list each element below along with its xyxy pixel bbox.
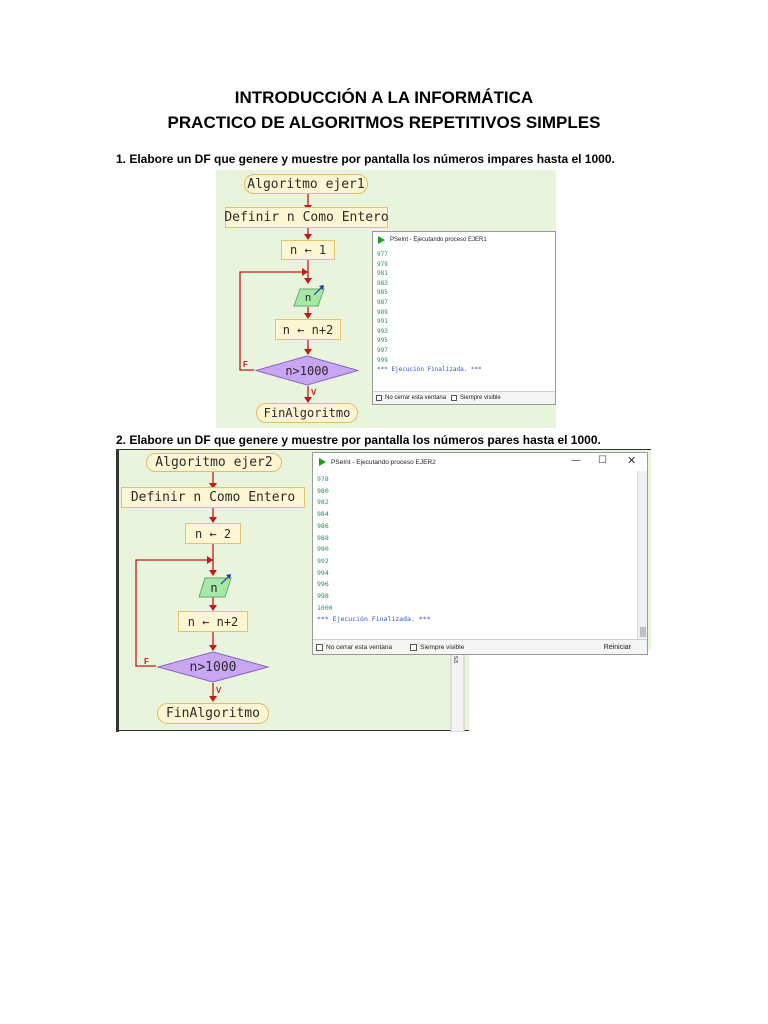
exercise2-console-titlebar xyxy=(313,453,647,471)
exercise2-true-label: V xyxy=(216,686,222,695)
exercise1-condition-label: n>1000 xyxy=(285,363,329,378)
console-line: 993 xyxy=(377,327,388,335)
console-line: 986 xyxy=(317,521,329,530)
console-line: 984 xyxy=(317,510,329,519)
exercise1-start-node: Algoritmo ejer1 xyxy=(244,174,368,194)
exercise2-output-node xyxy=(197,574,233,598)
exercise2-condition-label: n>1000 xyxy=(189,659,237,675)
console-line: 991 xyxy=(377,318,388,326)
checkbox-always-visible-label: Siempre visible xyxy=(420,643,465,651)
console-line: 1000 xyxy=(317,603,333,612)
document-subtitle: PRACTICO DE ALGORITMOS REPETITIVOS SIMPLES xyxy=(167,113,601,132)
console-finish-text: *** Ejecución Finalizada. *** xyxy=(317,615,431,624)
exercise1-end-node: FinAlgoritmo xyxy=(256,403,358,423)
console-line: 998 xyxy=(317,592,329,601)
exercise1-console-output xyxy=(377,250,482,375)
exercise1-console-title: PSeInt - Ejecutando proceso EJER1 xyxy=(390,237,487,243)
exercise2-assign-node: n ← 2 xyxy=(185,523,241,544)
console-line: 981 xyxy=(377,270,388,278)
checkbox-always-visible-label: Siempre visible xyxy=(460,395,501,401)
console-line: 992 xyxy=(317,556,329,565)
exercise2-console-bottom-bar xyxy=(313,639,647,654)
exercise2-console-title: PSeInt - Ejecutando proceso EJER2 xyxy=(331,458,436,466)
console-line: 996 xyxy=(317,580,329,589)
exercise2-question: 2. Elabore un DF que genere y muestre por pantalla los números pares hasta el 1000. xyxy=(116,433,601,447)
exercise1-console-titlebar xyxy=(373,232,555,248)
exercise1-console-bottom-bar xyxy=(373,391,555,404)
console-line: 978 xyxy=(317,475,329,483)
console-line: 985 xyxy=(377,289,388,297)
exercise2-console-scrollbar[interactable] xyxy=(637,471,647,639)
exercise2-increment-node: n ← n+2 xyxy=(178,611,248,632)
exercise2-console-output xyxy=(317,474,431,626)
scrollbar-thumb[interactable] xyxy=(640,627,646,637)
minimize-button[interactable]: — xyxy=(571,455,581,466)
exercise1-assign-node: n ← 1 xyxy=(281,240,335,260)
exercise1-condition-node xyxy=(254,355,360,386)
console-line: 977 xyxy=(377,251,388,258)
exercise1-increment-node: n ← n+2 xyxy=(275,319,341,340)
exercise1-question: 1. Elabore un DF que genere y muestre por pantalla los números impares hasta el 1000. xyxy=(116,152,615,166)
console-line: 995 xyxy=(377,337,388,345)
close-button[interactable]: ✕ xyxy=(627,454,637,467)
checkbox-keep-open-label: No cerrar esta ventana xyxy=(326,643,393,651)
checkbox-always-visible[interactable] xyxy=(410,644,417,651)
exercise1-false-label: F xyxy=(243,360,248,369)
play-icon xyxy=(319,458,326,466)
maximize-button[interactable]: ☐ xyxy=(598,455,607,466)
exercise2-start-node: Algoritmo ejer2 xyxy=(146,453,282,472)
exercise1-console-window xyxy=(372,231,556,405)
play-icon xyxy=(378,236,385,244)
console-line: 979 xyxy=(377,260,388,268)
exercise2-condition-node xyxy=(156,651,270,683)
checkbox-keep-open-label: No cerrar esta ventana xyxy=(385,395,447,401)
exercise2-console-window xyxy=(312,452,648,655)
console-line: 980 xyxy=(317,486,329,495)
console-line: 988 xyxy=(317,533,329,542)
console-line: 989 xyxy=(377,308,388,316)
console-line: 990 xyxy=(317,545,329,554)
exercise1-output-node xyxy=(292,284,326,307)
console-finish-text: *** Ejecución Finalizada. *** xyxy=(377,366,482,374)
exercise2-end-node: FinAlgoritmo xyxy=(157,703,269,724)
restart-button[interactable]: Reiniciar xyxy=(603,643,631,651)
exercise1-define-node: Definir n Como Entero xyxy=(225,207,388,228)
console-line: 982 xyxy=(317,498,329,507)
exercise2-false-label: F xyxy=(144,657,149,666)
exercise2-define-node: Definir n Como Entero xyxy=(121,487,305,508)
document-title: INTRODUCCIÓN A LA INFORMÁTICA xyxy=(234,88,534,107)
console-line: 983 xyxy=(377,279,388,287)
checkbox-keep-open[interactable] xyxy=(316,644,323,651)
exercise2-output-label: n xyxy=(210,580,218,595)
checkbox-always-visible[interactable] xyxy=(451,395,457,401)
console-line: 987 xyxy=(377,298,388,306)
console-line: 999 xyxy=(377,356,388,364)
checkbox-keep-open[interactable] xyxy=(376,395,382,401)
console-line: 994 xyxy=(317,568,329,577)
console-line: 997 xyxy=(377,346,388,354)
exercise1-true-label: V xyxy=(311,388,317,397)
exercise1-output-label: n xyxy=(304,291,312,304)
exercise2-side-tab-text: sa xyxy=(452,655,460,664)
